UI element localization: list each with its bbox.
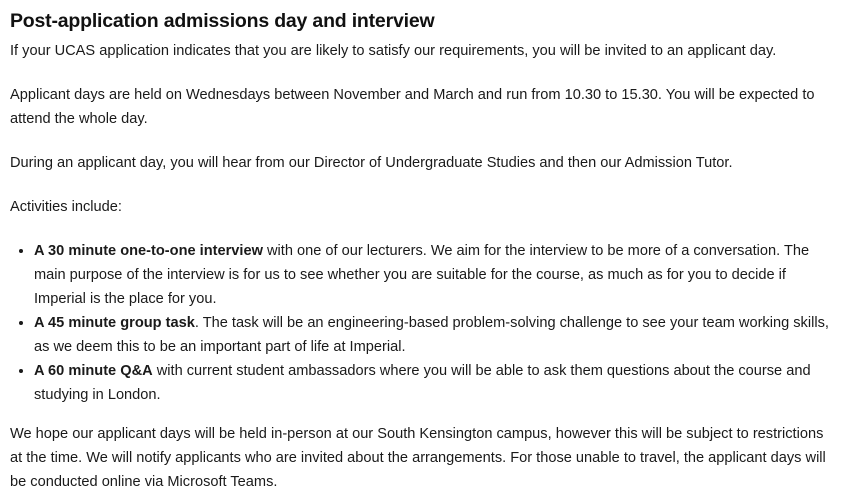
- paragraph-speakers: During an applicant day, you will hear from our Director of Undergraduate Studies and then our Admission Tutor.: [10, 155, 733, 171]
- activity-title: A 60 minute Q&A: [34, 363, 153, 379]
- activity-title: A 30 minute one-to-one interview: [34, 243, 263, 259]
- activity-title: A 45 minute group task: [34, 315, 195, 331]
- activity-description: with current student ambassadors where you will be able to ask them questions about the course and studying in London.: [34, 363, 811, 403]
- activities-list: [10, 239, 833, 407]
- list-item: [34, 311, 833, 359]
- paragraph-activities-intro: Activities include:: [10, 199, 122, 215]
- page-title: Post-application admissions day and interview: [10, 10, 435, 32]
- paragraph-arrangements: We hope our applicant days will be held in-person at our South Kensington campus, however this will be subject to restrictions at the time. We will notify applicants who are invited about the arrangements. For those unable to travel, the applicant days will be conducted online via Microsoft Teams.: [10, 426, 826, 490]
- activity-description: . The task will be an engineering-based problem-solving challenge to see your team working skills, as we deem this to be an important part of life at Imperial.: [34, 315, 829, 355]
- list-item: [34, 359, 833, 407]
- activity-description: with one of our lecturers. We aim for the interview to be more of a conversation. The main purpose of the interview is for us to see whether you are suitable for the course, as much as for you to decide if Imperial is the place for you.: [34, 243, 810, 307]
- paragraph-invitation: If your UCAS application indicates that you are likely to satisfy our requirements, you will be invited to an applicant day.: [10, 43, 777, 59]
- paragraph-schedule: Applicant days are held on Wednesdays between November and March and run from 10.30 to 15.30. You will be expected to attend the whole day.: [10, 87, 815, 127]
- list-item: [34, 239, 833, 311]
